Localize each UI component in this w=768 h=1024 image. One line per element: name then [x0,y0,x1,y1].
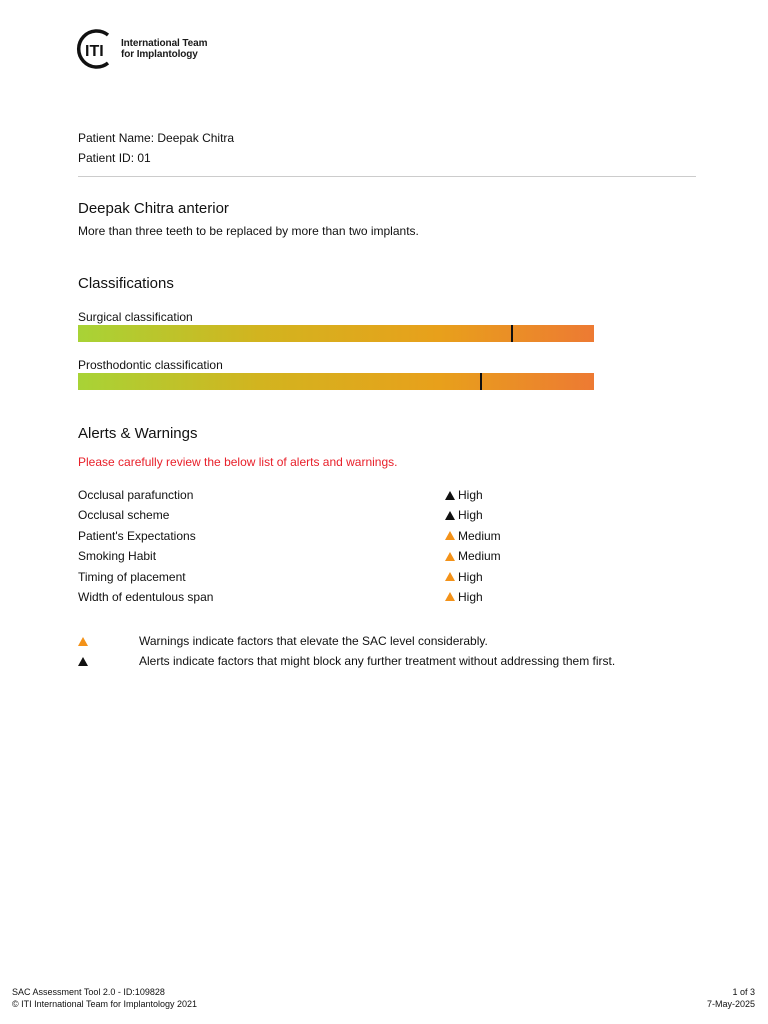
footer-copyright: © ITI International Team for Implantology 2021 [12,999,198,1009]
surgical-classification-marker [511,325,513,342]
alert-level-text: High [458,488,483,502]
iti-logo-text [121,38,207,60]
surgical-classification-bar [78,325,594,342]
alert-triangle-icon [78,657,88,666]
alert-level-text: Medium [458,528,501,543]
alert-level-text: High [458,589,483,604]
legend [78,631,698,671]
prosthodontic-classification-marker [480,373,482,390]
footer-date: 7-May-2025 [706,999,755,1009]
alert-level [445,546,501,566]
alert-level-text: High [458,508,483,523]
legend-warning-text: Warnings indicate factors that elevate the SAC level considerably. [139,634,488,648]
surgical-classification [78,310,594,342]
alert-level [445,505,483,525]
alert-row [78,505,538,525]
alert-name: Timing of placement [78,569,186,584]
surgical-classification-label: Surgical classification [78,310,193,324]
footer-right [707,986,755,1010]
warning-triangle-icon [445,552,455,561]
alert-name: Occlusal parafunction [78,488,194,502]
alert-name: Occlusal scheme [78,508,170,523]
footer-left [12,986,197,1010]
legend-warning [78,631,698,651]
alert-level [445,587,483,607]
alerts-note: Please carefully review the below list of alerts and warnings. [78,455,398,469]
alert-row [78,587,538,607]
case-description: More than three teeth to be replaced by more than two implants. [78,224,419,238]
alert-row [78,485,538,505]
alert-level [445,526,501,546]
prosthodontic-classification [78,358,594,390]
footer-page: 1 of 3 [732,987,755,997]
legend-alert [78,651,698,671]
alert-triangle-icon [445,491,455,500]
alert-level [445,485,483,505]
iti-logo-mark-text: ITI [85,43,104,60]
patient-id: Patient ID: 01 [78,151,151,165]
alert-row [78,526,538,546]
patient-info [78,128,234,168]
iti-logo [75,29,207,69]
logo-line2: for Implantology [121,49,198,60]
alert-name: Smoking Habit [78,549,157,564]
warning-triangle-icon [445,531,455,540]
logo-line1: International Team [121,38,208,49]
iti-logo-mark [75,29,117,69]
prosthodontic-classification-label: Prosthodontic classification [78,358,223,372]
footer-tool: SAC Assessment Tool 2.0 - ID:109828 [12,987,165,997]
case-title: Deepak Chitra anterior [78,200,229,217]
alert-name: Patient's Expectations [78,528,196,543]
alert-level-text: High [458,569,483,584]
patient-name: Patient Name: Deepak Chitra [78,131,235,145]
warning-triangle-icon [445,592,455,601]
alerts-list [78,485,538,607]
alert-row [78,567,538,587]
prosthodontic-classification-bar [78,373,594,390]
alerts-heading: Alerts & Warnings [78,425,198,442]
alert-level-text: Medium [458,549,501,564]
alert-triangle-icon [445,511,455,520]
legend-alert-text: Alerts indicate factors that might block any further treatment without addressing them first. [139,654,616,668]
alert-level [445,567,483,587]
alert-name: Width of edentulous span [78,589,214,604]
warning-triangle-icon [445,572,455,581]
classifications-heading: Classifications [78,275,174,292]
warning-triangle-icon [78,637,88,646]
divider [78,176,696,177]
alert-row [78,546,538,566]
